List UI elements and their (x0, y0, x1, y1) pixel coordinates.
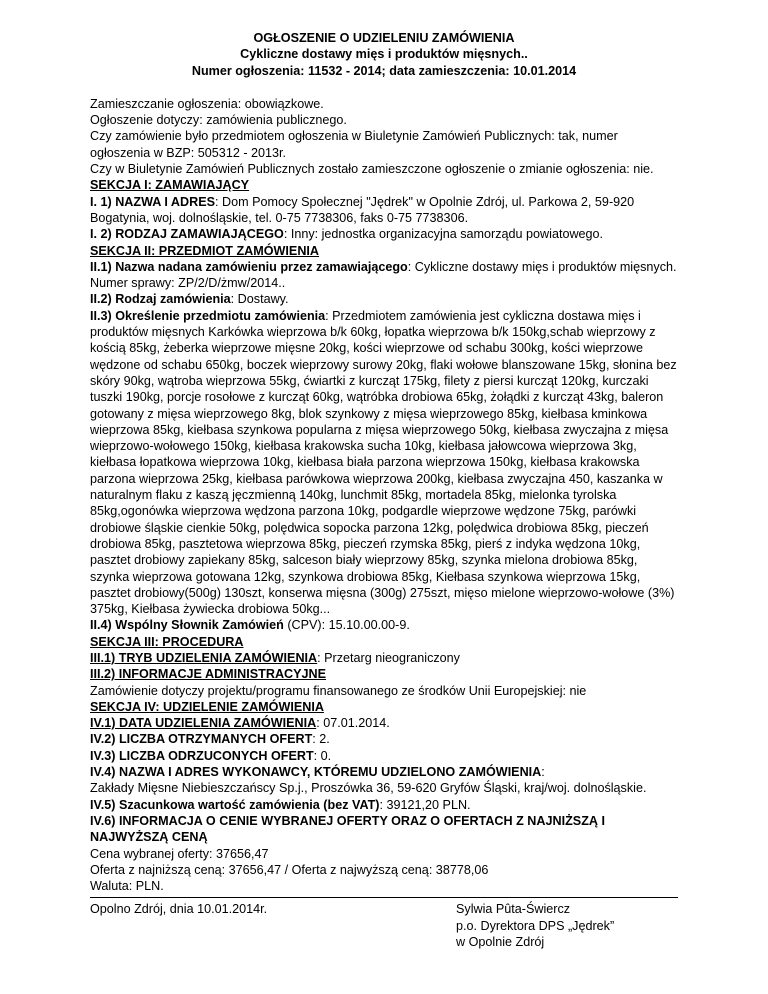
item-label: II.1) Nazwa nadana zamówieniu przez zamawiającego (90, 259, 408, 274)
offer-price-range: Oferta z najniższą ceną: 37656,47 / Oferta z najwyższą ceną: 38778,06 (90, 862, 489, 877)
section-1-title: SEKCJA I: ZAMAWIAJĄCY (90, 178, 250, 193)
document-body (90, 96, 678, 895)
item-label: IV.4) NAZWA I ADRES WYKONAWCY, KTÓREMU UDZIELONO ZAMÓWIENIA (90, 765, 542, 780)
intro-line: Ogłoszenie dotyczy: zamówienia publicznego. (90, 113, 347, 128)
item-label: I. 1) NAZWA I ADRES (90, 194, 216, 209)
item-value: : 07.01.2014. (316, 716, 390, 731)
item-value: : Cykliczne dostawy mięs i produktów mięsnych. Numer sprawy: ZP/2/D/żmw/2014.. (90, 259, 677, 291)
item-value: : 39121,20 PLN. (379, 797, 471, 812)
section-2-item-3 (90, 308, 678, 618)
intro-line: Czy w Biuletynie Zamówień Publicznych zostało zamieszczone ogłoszenie o zmianie ogłoszenia: nie. (90, 162, 654, 177)
announcement-number: Numer ogłoszenia: 11532 - 2014; data zamieszczenia: 10.01.2014 (191, 63, 577, 78)
document-header (90, 30, 678, 79)
section-3-item-2-label: III.2) INFORMACJE ADMINISTRACYJNE (90, 667, 327, 682)
signatory-location: w Opolnie Zdrój (456, 935, 545, 950)
currency: Waluta: PLN. (90, 879, 164, 894)
document-subtitle: Cykliczne dostawy mięs i produktów mięsnych.. (240, 47, 528, 62)
section-4-item-1 (90, 715, 678, 731)
item-label: II.4) Wspólny Słownik Zamówień (90, 618, 284, 633)
item-label: III.1) TRYB UDZIELENIA ZAMÓWIENIA (90, 650, 318, 665)
section-2-item-4 (90, 617, 678, 633)
section-4-item-5 (90, 797, 678, 813)
section-3-item-1 (90, 650, 678, 666)
item-value: : 0. (313, 748, 332, 763)
item-value: : Przedmiotem zamówienia jest cykliczna dostawa mięs i produktów mięsnych Karkówka wieprzowa b/k 60kg, łopatka wieprzowa b/k 150kg,schab wieprzowy z kością 85kg, żeberka wieprzowe mięsne 20kg, kości wieprzowe od schabu 300kg, kości wieprzowe wędzone od schabu 650kg, boczek wieprzowy surowy 20kg, flaki wołowe blanszowane 15kg, słonina bez skóry 90kg, wątroba wieprzowa 55kg, ćwiartki z kurcząt 175kg, filety z piersi kurcząt 120kg, kurczaki tuszki 190kg, porcje rosołowe z kurcząt 60kg, wątróbka drobiowa 65kg, żołądki z kurcząt 43kg, baleron gotowany z mięsa wieprzowego 8kg, blok szynkowy z mięsa wieprzowego 85kg, kiełbasa kminkowa wieprzowa 85kg, kiełbasa szynkowa popularna z mięsa wieprzowego 50kg, kiełbasa zwyczajna z mięsa wieprzowo-wołowego 150kg, kiełbasa krakowska sucha 10kg, kiełbasa jałowcowa wieprzowa 3kg, kiełbasa łopatkowa wieprzowa 10kg, kiełbasa biała parzona wieprzowa 150kg, kiełbasa krakowska parzona wieprzowa 25kg, kiełbasa parówkowa wieprzowa 200kg, kiełbasa zwyczajna 450, kaszanka w naturalnym flaku z kaszą jęczmienną 140kg, lunchmit 85kg, mortadela 85kg, mielonka tyrolska 85kg,ogonówka wieprzowa wędzona parzona 10kg, podgardle wieprzowe wędzone 75kg, parówki drobiowe śląskie cienkie 50kg, polędwica sopocka parzona 12kg, polędwica drobiowa 85kg, pieczeń drobiowa 85kg, pasztetowa wieprzowa 85kg, pieczeń rzymska 85kg, pierś z indyka wędzona 10kg, pasztet drobiowy zapiekany 85kg, salceson biały wieprzowy 85kg, szynka mielona drobiowa 85kg, szynka wieprzowa gotowana 12kg, szynkowa drobiowa 85kg, Kiełbasa szynkowa wieprzowa 15kg, pasztet drobiowy(500g) 130szt, konserwa mięsna (300g) 275szt, mięso mielone wieprzowo-wołowe (3%) 375kg, Kiełbasa żywiecka drobiowa 50kg... (90, 308, 677, 617)
item-value: : Inny: jednostka organizacyjna samorządu powiatowego. (283, 227, 604, 242)
signatory-title: p.o. Dyrektora DPS „Jędrek” (456, 918, 615, 933)
item-label: I. 2) RODZAJ ZAMAWIAJĄCEGO (90, 227, 284, 242)
item-label: II.2) Rodzaj zamówienia (90, 292, 231, 307)
signatory-name: Sylwia Pûta-Świercz (456, 902, 571, 917)
section-4-item-6-label: IV.6) INFORMACJA O CENIE WYBRANEJ OFERTY ORAZ O OFERTACH Z NAJNIŻSZĄ I NAJWYŻSZĄ CENĄ (90, 813, 605, 845)
place-date: Opolno Zdrój, dnia 10.01.2014r. (90, 902, 268, 917)
item-value: : 2. (312, 732, 330, 747)
contractor-address: Zakłady Mięsne Niebieszczańscy Sp.j., Proszówka 36, 59-620 Gryfów Śląski, kraj/woj. dolnośląskie. (90, 781, 647, 796)
item-value: : Dom Pomocy Społecznej "Jędrek" w Opolnie Zdrój, ul. Parkowa 2, 59-920 Bogatynia, woj. dolnośląskie, tel. 0-75 7738306, faks 0-75 7738306. (90, 194, 635, 225)
section-2-title: SEKCJA II: PRZEDMIOT ZAMÓWIENIA (90, 243, 320, 258)
item-value: (CPV): 15.10.00.00-9. (283, 618, 410, 633)
document-title: OGŁOSZENIE O UDZIELENIU ZAMÓWIENIA (253, 31, 515, 45)
section-2-item-2 (90, 291, 678, 307)
section-1-item-1 (90, 194, 678, 227)
section-4-item-4 (90, 764, 678, 780)
document-footer (90, 901, 678, 950)
item-label: IV.2) LICZBA OTRZYMANYCH OFERT (90, 732, 313, 747)
signature-block (456, 901, 614, 950)
intro-line: Zamieszczanie ogłoszenia: obowiązkowe. (90, 96, 324, 111)
item-value: : Przetarg nieograniczony (317, 650, 460, 665)
intro-line: Czy zamówienie było przedmiotem ogłoszenia w Biuletynie Zamówień Publicznych: tak, numer ogłoszenia w BZP: 505312 - 2013r. (90, 129, 618, 160)
item-label: II.3) Określenie przedmiotu zamówienia (90, 308, 326, 323)
selected-offer-price: Cena wybranej oferty: 37656,47 (90, 846, 269, 861)
item-value: : Dostawy. (230, 292, 289, 307)
section-4-item-2 (90, 731, 678, 747)
section-3-item-2-text: Zamówienie dotyczy projektu/programu finansowanego ze środków Unii Europejskiej: nie (90, 683, 587, 698)
section-2-item-1 (90, 259, 678, 292)
footer-divider (90, 897, 678, 898)
item-label: IV.1) DATA UDZIELENIA ZAMÓWIENIA (90, 716, 317, 731)
item-label: IV.5) Szacunkowa wartość zamówienia (bez VAT) (90, 797, 380, 812)
section-4-title: SEKCJA IV: UDZIELENIE ZAMÓWIENIA (90, 699, 324, 714)
item-value: : (541, 765, 545, 780)
section-1-item-2 (90, 226, 678, 242)
section-4-item-3 (90, 748, 678, 764)
item-label: IV.3) LICZBA ODRZUCONYCH OFERT (90, 748, 314, 763)
section-3-title: SEKCJA III: PROCEDURA (90, 634, 244, 649)
